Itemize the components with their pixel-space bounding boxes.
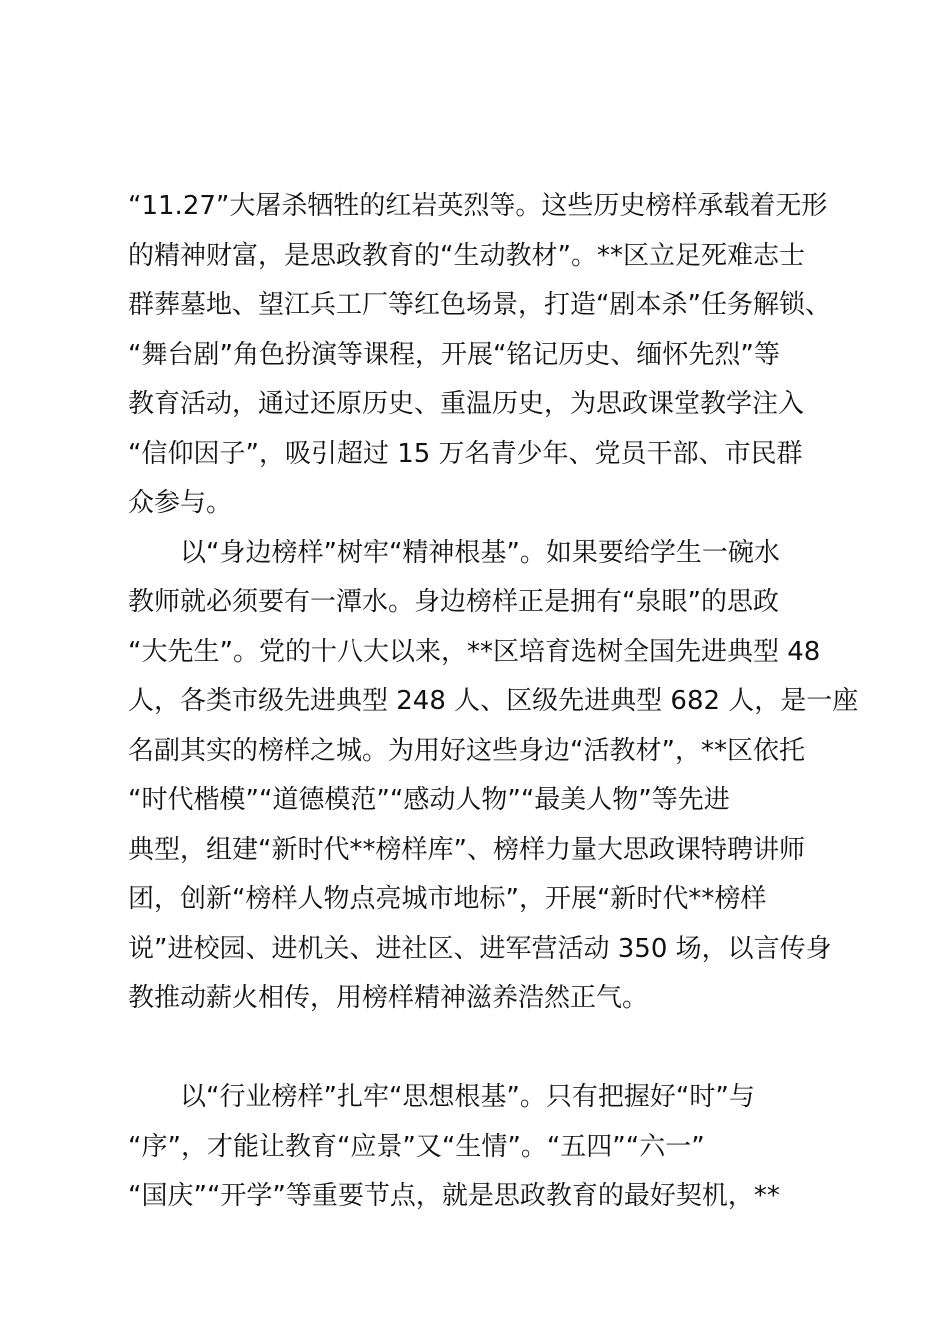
- text-line: 教师就必须要有一潭水。身边榜样正是拥有“泉眼”的思政: [128, 587, 779, 617]
- text-line: “11.27”大屠杀牺牲的红岩英烈等。这些历史榜样承载着无形: [128, 191, 828, 221]
- paragraph-first-line: 以“身边榜样”树牢“精神根基”。如果要给学生一碗水: [180, 537, 780, 568]
- text-line: 团，创新“榜样人物点亮城市地标”，开展“新时代**榜样: [128, 884, 767, 914]
- text-line: 教推动薪火相传，用榜样精神滋养浩然正气。: [128, 983, 649, 1013]
- text-line: 的精神财富，是思政教育的“生动教材”。**区立足死难志士: [128, 240, 805, 271]
- text-line: “序”，才能让教育“应景”又“生情”。“五四”“六一”: [128, 1131, 705, 1162]
- text-line: “国庆”“开学”等重要节点，就是思政教育的最好契机，**: [128, 1181, 780, 1211]
- text-line: 群葬墓地、望江兵工厂等红色场景，打造“剧本杀”任务解锁、: [128, 290, 831, 320]
- text-line: 众参与。: [128, 488, 233, 518]
- text-line: 典型，组建“新时代**榜样库”、榜样力量大思政课特聘讲师: [128, 834, 805, 865]
- text-line: [128, 1024, 828, 1074]
- text-line: “信仰因子”，吸引超过 15 万名青少年、党员干部、市民群: [128, 438, 803, 469]
- text-line: “大先生”。党的十八大以来，**区培育选树全国先进典型 48: [128, 636, 821, 667]
- text-line: 人，各类市级先进典型 248 人、区级先进典型 682 人，是一座: [128, 686, 859, 716]
- body-text: [128, 182, 859, 1222]
- paragraph-first-line: 以“行业榜样”扎牢“思想根基”。只有把握好“时”与: [180, 1082, 755, 1112]
- text-line: 教育活动，通过还原历史、重温历史，为思政课堂教学注入: [128, 389, 805, 419]
- text-line: “时代楷模”“道德模范”“感动人物”“最美人物”等先进: [128, 785, 730, 815]
- text-line: “舞台剧”角色扮演等课程，开展“铭记历史、缅怀先烈”等: [128, 339, 780, 370]
- text-line: 名副其实的榜样之城。为用好这些身边“活教材”，**区依托: [128, 735, 805, 766]
- text-line: 说”进校园、进机关、进社区、进军营活动 350 场，以言传身: [128, 933, 832, 964]
